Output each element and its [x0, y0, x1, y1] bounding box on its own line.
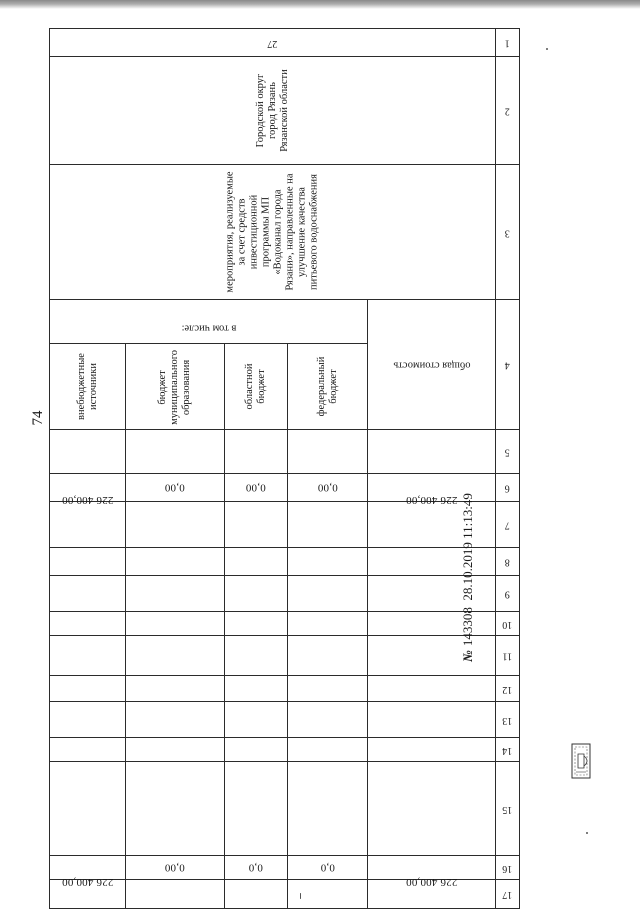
scan-speck — [586, 832, 588, 834]
column-number: 2 — [496, 57, 520, 165]
scan-speck — [300, 893, 301, 899]
table-cell — [225, 636, 288, 676]
column-number: 5 — [496, 430, 520, 474]
value-cell: 226 400,00 — [368, 856, 496, 880]
registration-datetime: 28.10.2019 11:13:49 — [460, 493, 475, 601]
table-cell — [126, 676, 225, 702]
source-label: федеральный бюджет — [288, 344, 368, 430]
table-cell — [225, 548, 288, 576]
scan-speck — [546, 48, 548, 50]
source-label: областной бюджет — [225, 344, 288, 430]
table-cell — [225, 502, 288, 548]
table-cell — [126, 548, 225, 576]
table-cell — [50, 430, 126, 474]
table-cell — [288, 612, 368, 636]
table-cell — [126, 636, 225, 676]
table-cell — [288, 762, 368, 856]
column-number: 3 — [496, 165, 520, 300]
row-number-cell: 27 — [50, 29, 496, 57]
table-cell — [126, 762, 225, 856]
total-cost-label: общая стоимость — [368, 300, 496, 430]
table-cell — [50, 576, 126, 612]
registration-number: 143308 — [460, 607, 475, 647]
table-cell — [50, 702, 126, 738]
column-number: 14 — [496, 738, 520, 762]
column-number: 16 — [496, 856, 520, 880]
table-cell — [50, 636, 126, 676]
coat-of-arms-stamp-icon — [568, 742, 594, 780]
table-cell — [225, 702, 288, 738]
column-number: 9 — [496, 576, 520, 612]
table-cell — [50, 548, 126, 576]
table-cell — [225, 762, 288, 856]
measure-cell: мероприятия, реализуемые за счет средств инвестиционной программы МП «Водоканал города Рязани», направленные на улучшение качества питьевого водоснабжения — [50, 165, 496, 300]
table-cell — [126, 702, 225, 738]
table-cell — [126, 880, 225, 909]
municipality-cell: Городской округ город Рязань Рязанской области — [50, 57, 496, 165]
value-cell: 226 400,00 — [50, 856, 126, 880]
document-sheet — [50, 28, 520, 900]
column-number: 17 — [496, 880, 520, 909]
table-cell — [225, 738, 288, 762]
table-cell — [368, 738, 496, 762]
column-number: 1 — [496, 29, 520, 57]
table-cell — [368, 762, 496, 856]
table-cell — [50, 676, 126, 702]
column-number: 12 — [496, 676, 520, 702]
column-number: 7 — [496, 502, 520, 548]
table-cell — [225, 612, 288, 636]
value-cell: 0,00 — [288, 474, 368, 502]
table-cell — [50, 738, 126, 762]
table-cell — [50, 762, 126, 856]
table-cell — [126, 612, 225, 636]
table-cell — [288, 430, 368, 474]
scan-edge-shadow — [0, 0, 640, 9]
table-cell — [126, 576, 225, 612]
column-number: 4 — [496, 300, 520, 430]
including-label: в том числе: — [50, 300, 368, 344]
value-cell: 0,00 — [225, 474, 288, 502]
value-cell: 226 400,00 — [50, 474, 126, 502]
table-cell — [225, 880, 288, 909]
source-label: бюджет муниципального образования — [126, 344, 225, 430]
table-cell — [225, 430, 288, 474]
source-label: внебюджетные источники — [50, 344, 126, 430]
table-cell — [288, 636, 368, 676]
column-number: 13 — [496, 702, 520, 738]
page-number: 74 — [30, 410, 46, 426]
table-cell — [288, 738, 368, 762]
table-cell — [225, 576, 288, 612]
value-cell: 0,0 — [288, 856, 368, 880]
table-cell — [368, 676, 496, 702]
table-cell — [288, 676, 368, 702]
column-number: 6 — [496, 474, 520, 502]
registration-stamp: №143308 28.10.2019 11:13:49 — [460, 493, 475, 662]
table-cell — [288, 502, 368, 548]
value-cell: 0,00 — [126, 856, 225, 880]
rotated-table-wrapper — [50, 28, 520, 900]
column-number: 10 — [496, 612, 520, 636]
value-cell: 226 400,00 — [368, 474, 496, 502]
table-cell — [50, 502, 126, 548]
table-cell — [126, 738, 225, 762]
table-cell — [288, 548, 368, 576]
table-cell — [368, 702, 496, 738]
table-cell — [126, 502, 225, 548]
value-cell: 0,0 — [225, 856, 288, 880]
table-cell — [126, 430, 225, 474]
column-number-row — [496, 29, 520, 909]
table-cell — [50, 612, 126, 636]
table-cell — [288, 702, 368, 738]
value-cell: 0,00 — [126, 474, 225, 502]
column-number: 8 — [496, 548, 520, 576]
table-cell — [225, 676, 288, 702]
program-table — [49, 28, 520, 909]
column-number: 15 — [496, 762, 520, 856]
column-number: 11 — [496, 636, 520, 676]
table-cell — [288, 576, 368, 612]
